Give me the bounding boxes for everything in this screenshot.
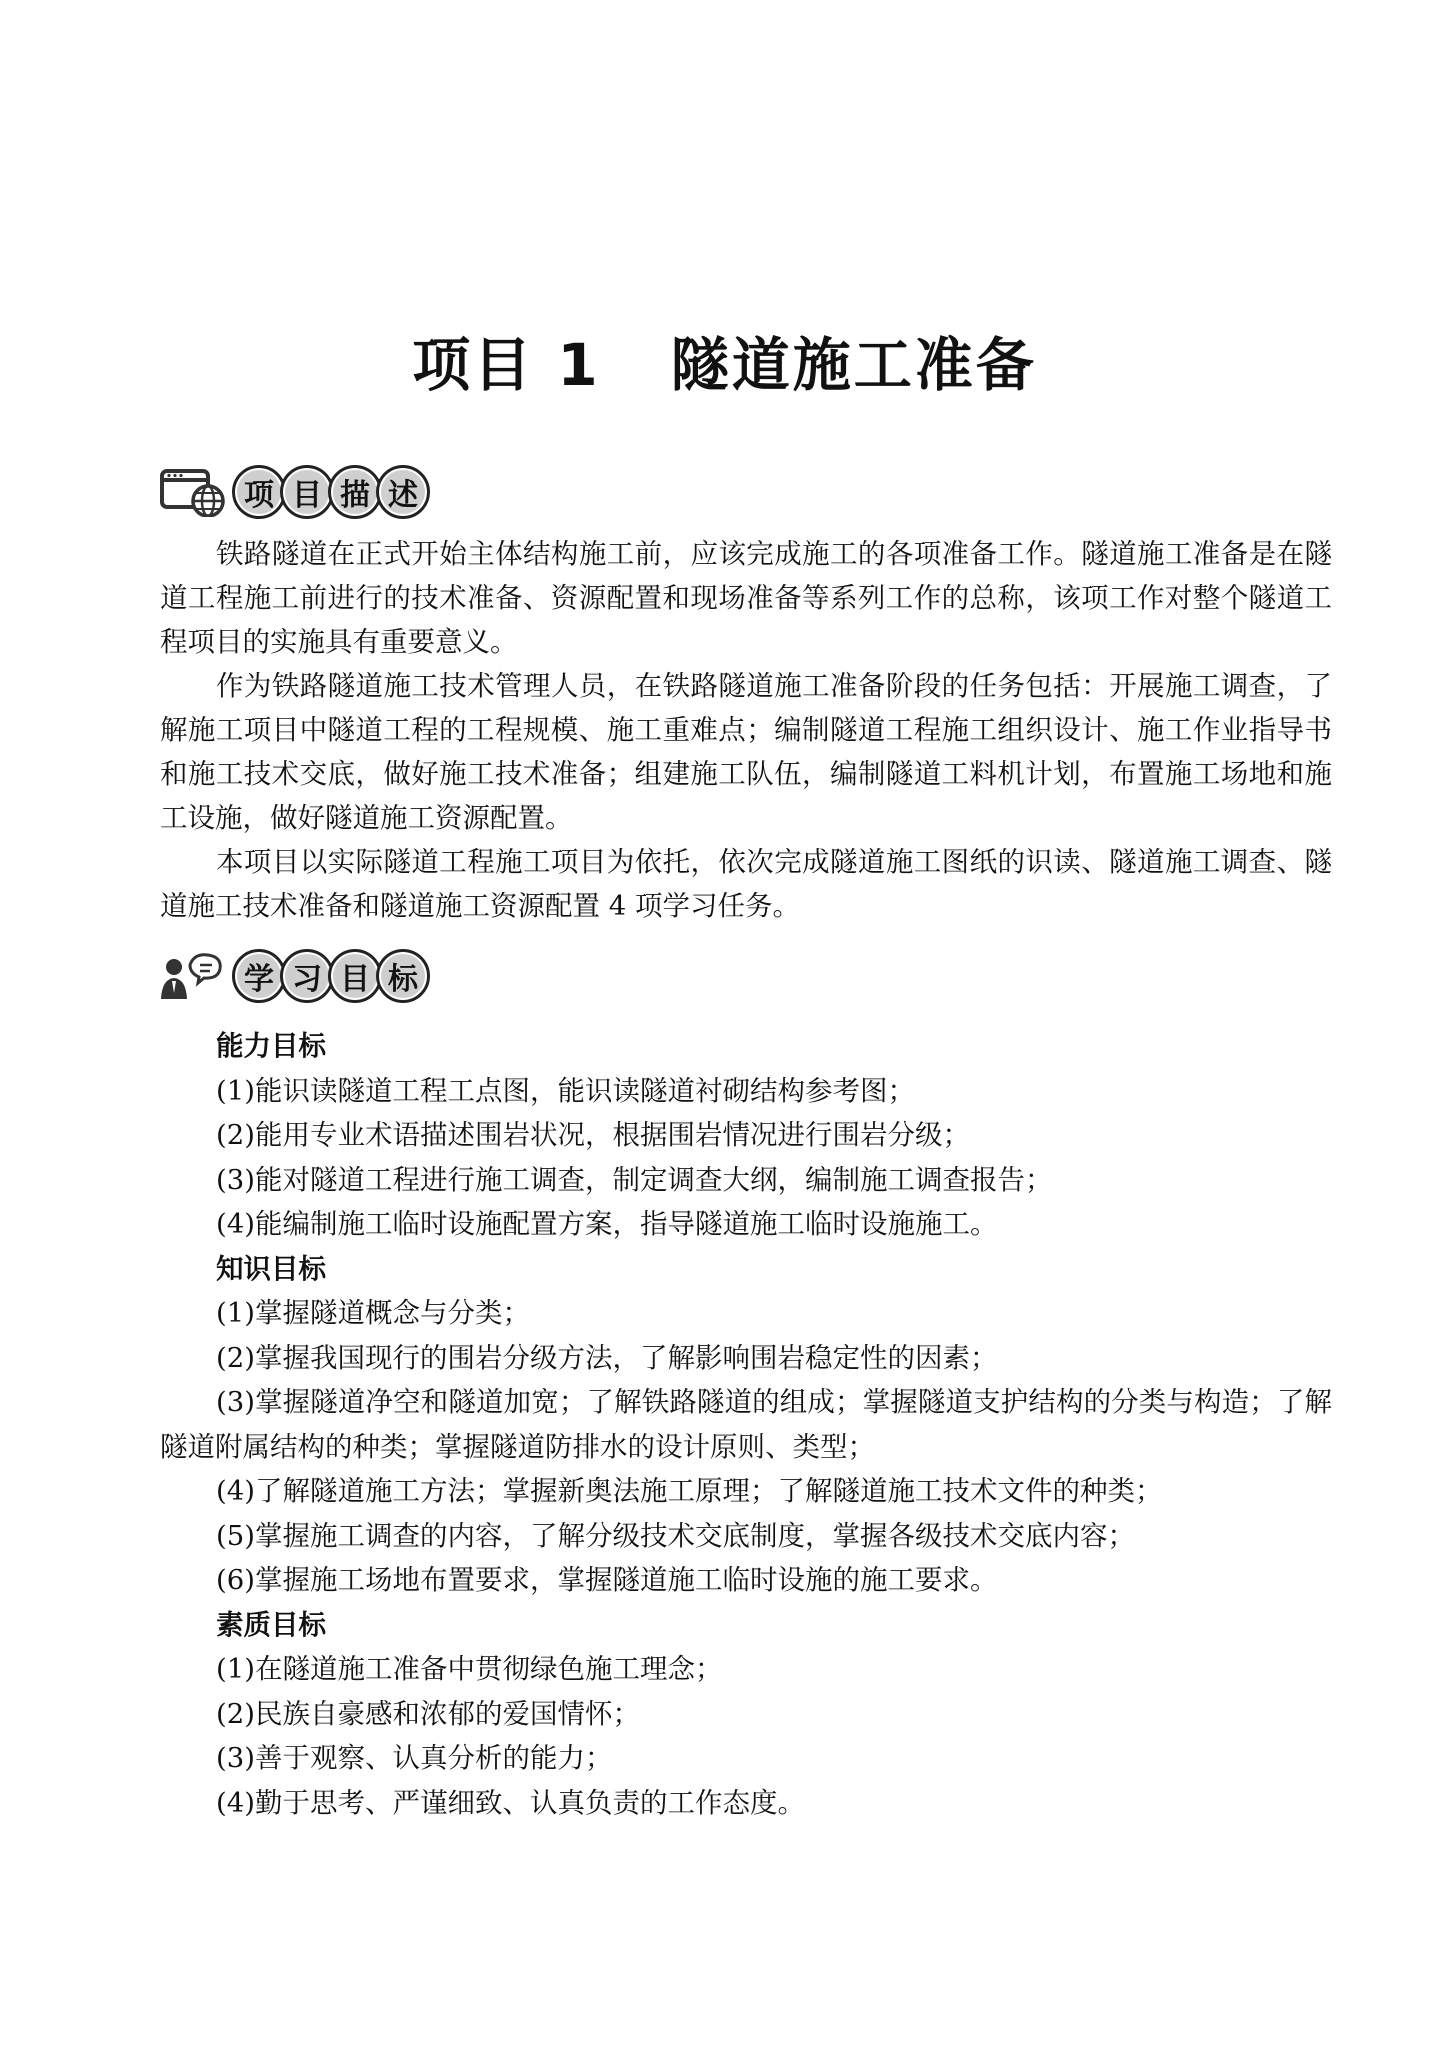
goal-item: (2)掌握我国现行的围岩分级方法，了解影响围岩稳定性的因素；	[216, 1341, 998, 1374]
goal-item: (1)能识读隧道工程工点图，能识读隧道衬砌结构参考图；	[216, 1074, 915, 1107]
goal-item: (3)掌握隧道净空和隧道加宽；了解铁路隧道的组成；掌握隧道支护结构的分类与构造；了解隧道附属结构的种类；掌握隧道防排水的设计原则、类型；	[160, 1386, 1332, 1463]
title-badge: 项	[232, 465, 286, 519]
section-header-description	[160, 462, 430, 522]
project-number: 项目 1	[412, 331, 601, 399]
title-badge: 述	[376, 465, 430, 519]
title-badge: 标	[376, 949, 430, 1003]
goal-heading: 知识目标	[216, 1252, 326, 1285]
title-badge: 习	[280, 949, 334, 1003]
person-idea-icon	[160, 951, 226, 1001]
paragraph: 本项目以实际隧道工程施工项目为依托，依次完成隧道施工图纸的识读、隧道施工调查、隧道施工技术准备和隧道施工资源配置 4 项学习任务。	[160, 846, 1332, 922]
goal-item: (4)勤于思考、严谨细致、认真负责的工作态度。	[216, 1786, 805, 1819]
page-title	[0, 318, 1449, 402]
goal-item: (2)能用专业术语描述围岩状况，根据围岩情况进行围岩分级；	[216, 1119, 970, 1151]
paragraph: 作为铁路隧道施工技术管理人员，在铁路隧道施工准备阶段的任务包括：开展施工调查，了解施工项目中隧道工程的工程规模、施工重难点；编制隧道工程施工组织设计、施工作业指导书和施工技术交底，做好施工技术准备；组建施工队伍，编制隧道工料机计划，布置施工场地和施工设施，做好隧道施工资源配置。	[160, 670, 1332, 834]
goal-item: (4)能编制施工临时设施配置方案，指导隧道施工临时设施施工。	[216, 1208, 998, 1240]
project-name: 隧道施工准备	[670, 331, 1037, 399]
title-badge: 描	[328, 465, 382, 519]
goal-item: (5)掌握施工调查的内容，了解分级技术交底制度，掌握各级技术交底内容；	[216, 1519, 1135, 1552]
section-title-goals	[232, 949, 430, 1003]
browser-globe-icon	[160, 467, 226, 517]
title-badge: 目	[328, 949, 382, 1003]
goal-item: (4)了解隧道施工方法；掌握新奥法施工原理；了解隧道施工技术文件的种类；	[216, 1475, 1163, 1507]
goal-item: (6)掌握施工场地布置要求，掌握隧道施工临时设施的施工要求。	[216, 1564, 998, 1596]
title-badge: 学	[232, 949, 286, 1003]
title-badge: 目	[280, 465, 334, 519]
learning-goals	[160, 1024, 1332, 1825]
goal-item: (2)民族自豪感和浓郁的爱国情怀；	[216, 1697, 640, 1730]
section-title-description	[232, 465, 430, 519]
goal-item: (3)善于观察、认真分析的能力；	[216, 1742, 613, 1774]
goal-item: (3)能对隧道工程进行施工调查，制定调查大纲，编制施工调查报告；	[216, 1163, 1053, 1196]
goal-item: (1)在隧道施工准备中贯彻绿色施工理念；	[216, 1653, 723, 1685]
goal-item: (1)掌握隧道概念与分类；	[216, 1297, 530, 1329]
goal-heading: 能力目标	[216, 1030, 326, 1062]
section-header-goals	[160, 946, 430, 1006]
goal-heading: 素质目标	[216, 1608, 326, 1641]
paragraph: 铁路隧道在正式开始主体结构施工前，应该完成施工的各项准备工作。隧道施工准备是在隧道工程施工前进行的技术准备、资源配置和现场准备等系列工作的总称，该项工作对整个隧道工程项目的实施具有重要意义。	[160, 538, 1332, 658]
